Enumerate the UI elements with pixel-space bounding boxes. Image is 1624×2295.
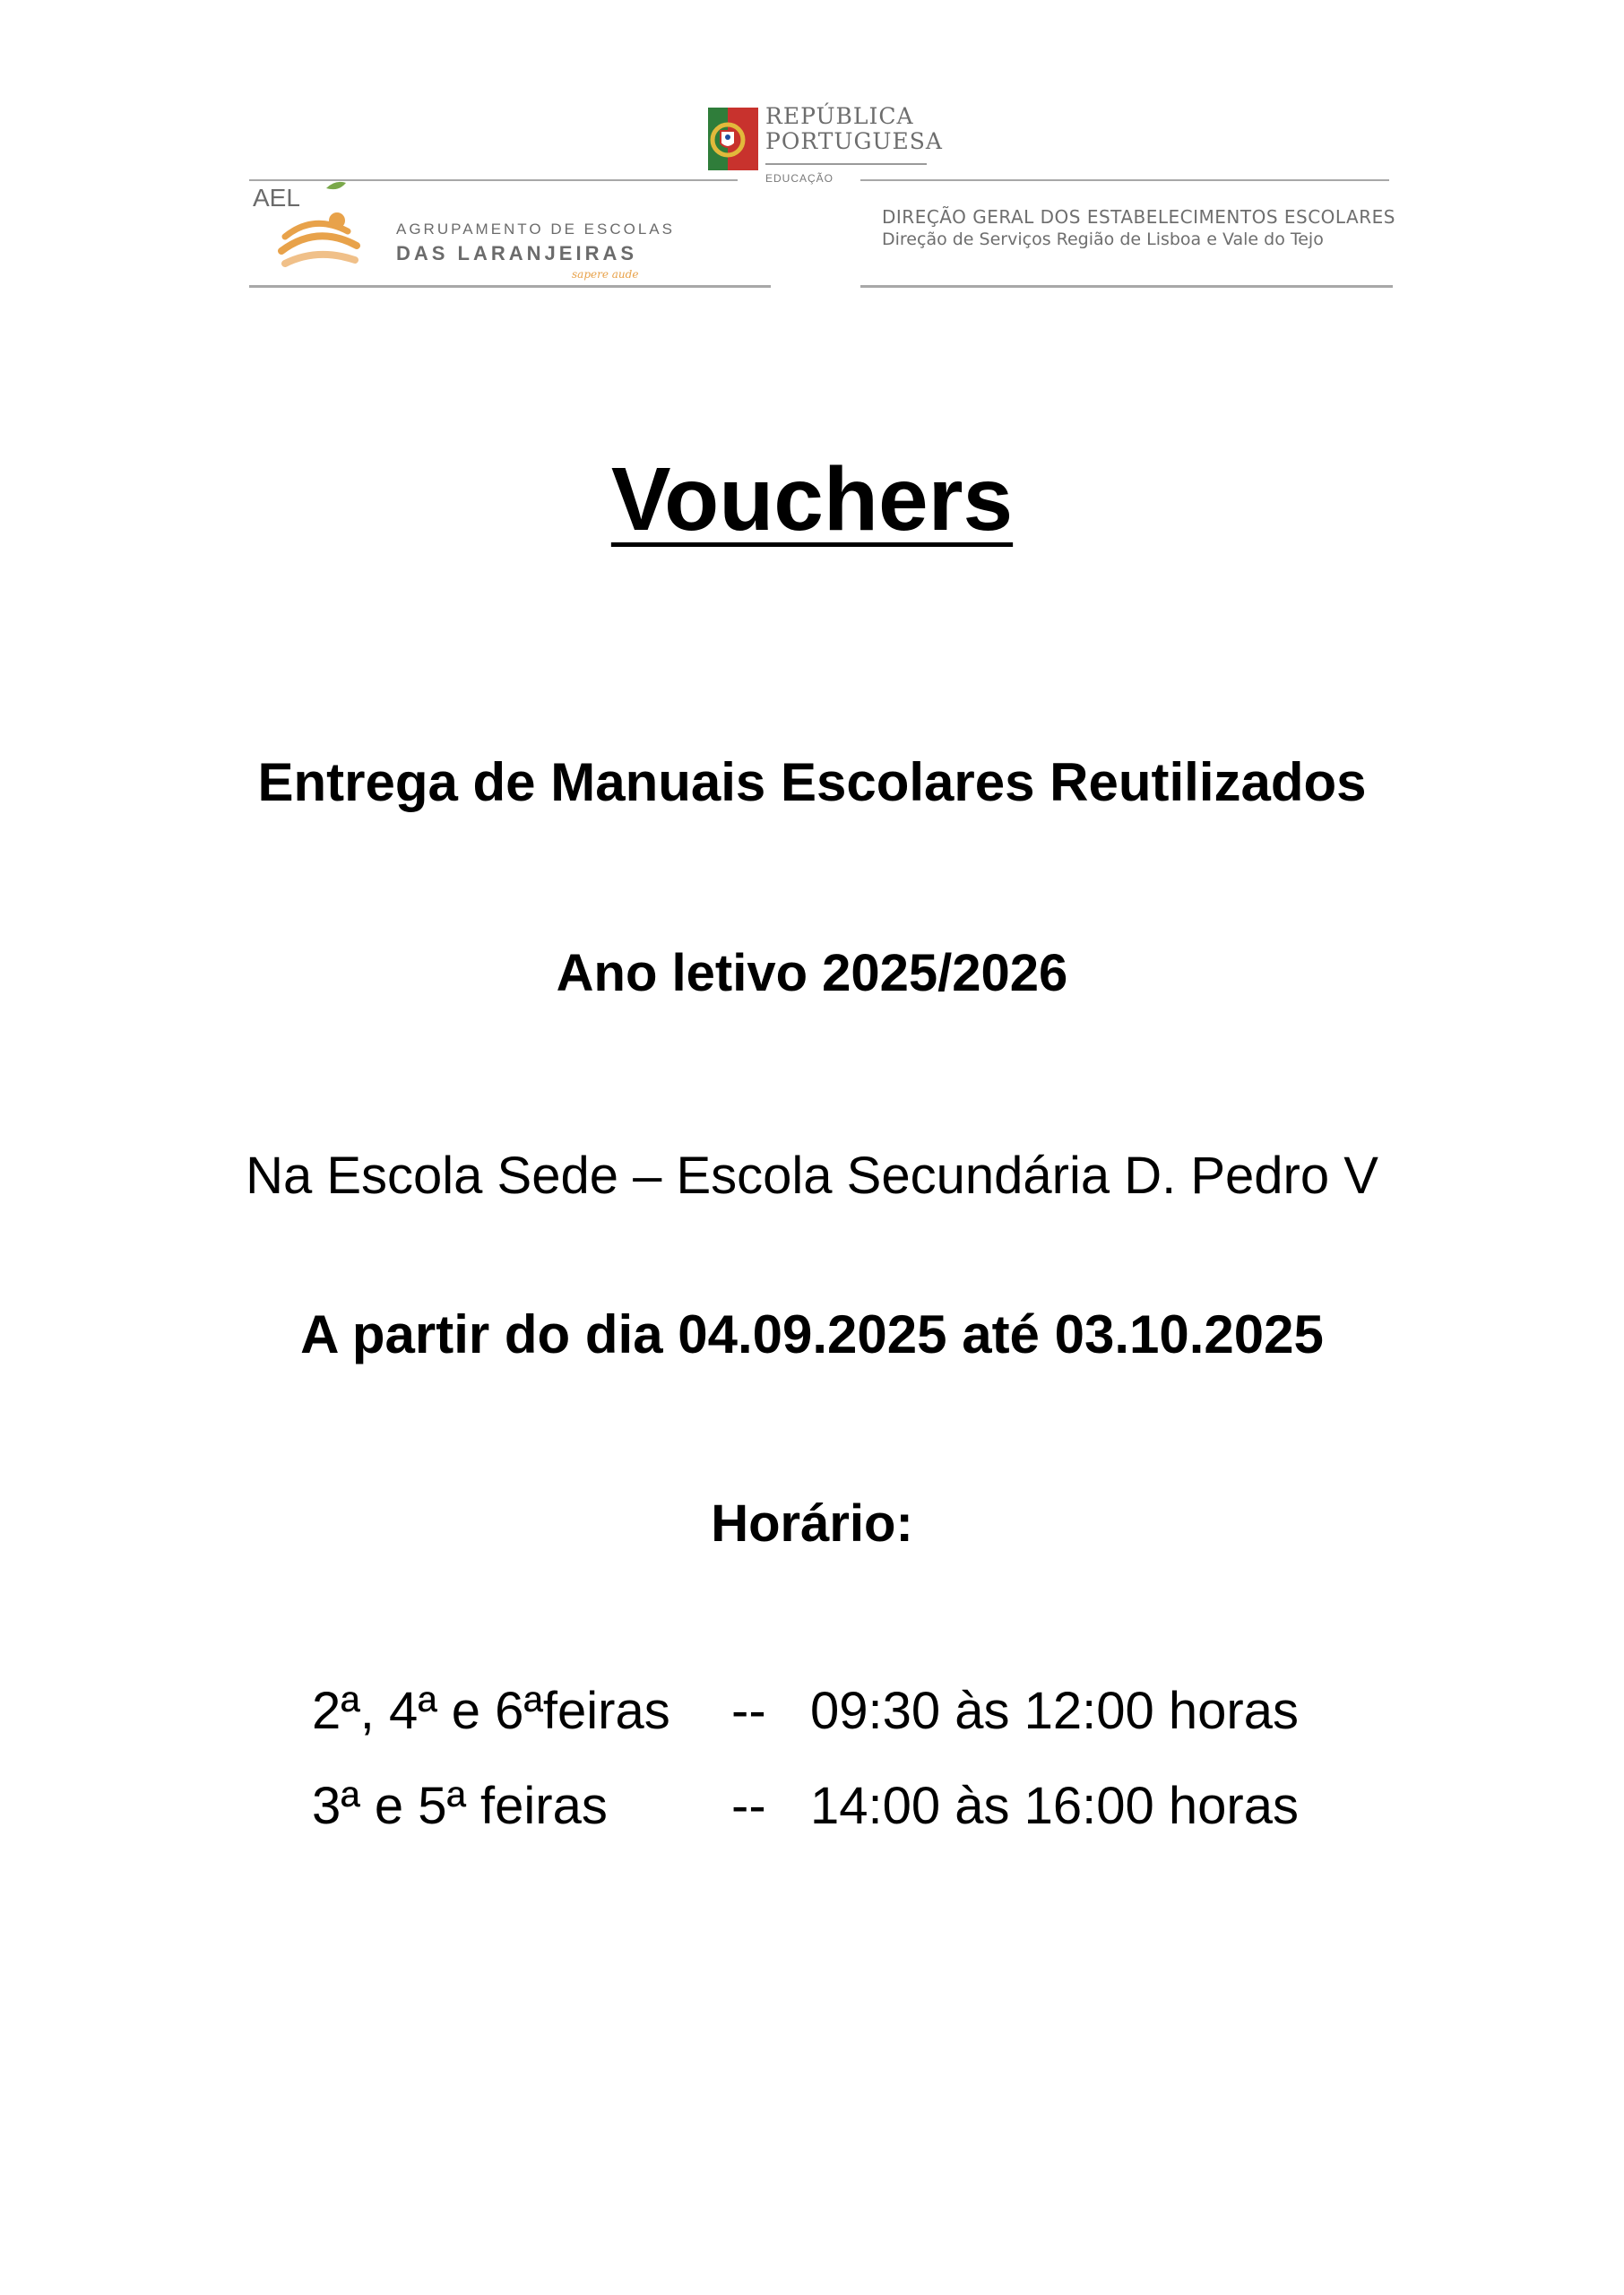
svg-text:AEL: AEL <box>253 184 300 212</box>
directorate-block <box>882 206 1395 249</box>
government-name <box>765 104 943 154</box>
header-rule-top-right <box>860 179 1389 181</box>
document-subtitle: Entrega de Manuais Escolares Reutilizados <box>257 752 1367 812</box>
ael-logo-icon <box>249 179 375 273</box>
schedule-table <box>312 1681 1387 1871</box>
government-name-line1: REPÚBLICA <box>765 103 914 129</box>
government-name-line2: PORTUGUESA <box>765 128 943 154</box>
delivery-period: A partir do dia 04.09.2025 até 03.10.2025 <box>300 1304 1324 1364</box>
schedule-row <box>312 1776 1387 1871</box>
schedule-hours: 09:30 às 12:00 horas <box>810 1682 1299 1740</box>
letterhead <box>0 0 1624 305</box>
schedule-row <box>312 1681 1387 1776</box>
school-name-line1: AGRUPAMENTO DE ESCOLAS <box>396 221 675 238</box>
portuguese-emblem-icon <box>708 108 758 170</box>
directorate-line1: DIREÇÃO GERAL DOS ESTABELECIMENTOS ESCOLARES <box>882 206 1395 228</box>
school-name-line2: DAS LARANJEIRAS <box>396 242 638 264</box>
directorate-line2: Direção de Serviços Região de Lisboa e Vale do Tejo <box>882 230 1324 249</box>
schedule-days: 2ª, 4ª e 6ªfeiras <box>312 1682 670 1740</box>
location-text: Na Escola Sede – Escola Secundária D. Pedro V <box>246 1147 1378 1205</box>
government-divider <box>765 163 927 165</box>
schedule-days: 3ª e 5ª feiras <box>312 1777 608 1835</box>
school-logo <box>249 179 769 287</box>
schedule-separator: -- <box>731 1777 766 1835</box>
schedule-heading: Horário: <box>711 1494 913 1553</box>
school-motto: sapere aude <box>572 268 639 281</box>
schedule-separator: -- <box>731 1682 766 1740</box>
document-title: Vouchers <box>610 449 1014 550</box>
schedule-hours: 14:00 às 16:00 horas <box>810 1777 1299 1835</box>
ministry-label: EDUCAÇÃO <box>765 172 834 185</box>
header-rule-bottom-right <box>860 285 1393 288</box>
school-year: Ano letivo 2025/2026 <box>556 944 1068 1002</box>
